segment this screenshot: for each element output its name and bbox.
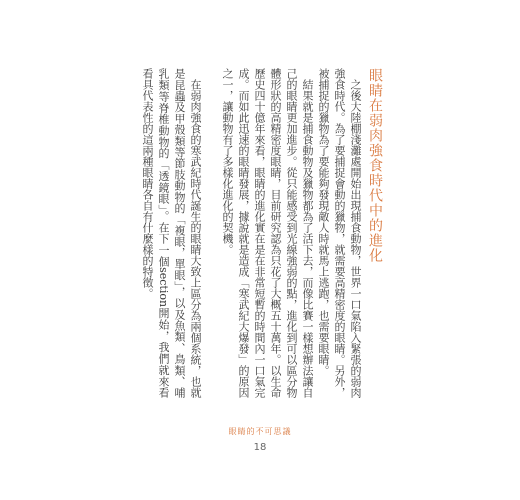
paragraph-2: 結果就是捕食動物及獵物都為了活下去，而像比賽一樣想辦法讓自己的眼睛更加進步。從只能感受到光線強弱的點，進化到可以區分物體形狀的高精密度眼睛，目前研究認為只花了大概五十萬年。以生命歷史四十億年來看，眼睛的進化實在是在非常短暫的時間內一口氣完成。而如此迅速的眼睛發展，據說就是造成「寒武紀大爆發」的原因之一，讓動物有了多樣化進化的契機。 bbox=[221, 68, 314, 398]
body-text bbox=[141, 68, 363, 398]
running-footer-title: 眼睛的不可思議 bbox=[228, 427, 292, 436]
section-title: 眼睛在弱肉強食時代中的進化 bbox=[367, 68, 383, 263]
page-number: 18 bbox=[253, 442, 267, 453]
paragraph-3: 在弱肉強食的寒武紀時代誕生的眼睛大致上區分為兩個系統，也就是昆蟲及甲殼類等節肢動物的「複眼，單眼」，以及魚類、鳥類、哺乳類等脊椎動物的「透鏡眼」。在下一個section開始，我們就來看看具代表性的這兩種眼睛各自有什麼樣的特徵。 bbox=[141, 68, 202, 398]
paragraph-1: 之後大陸棚淺灘處開始出現捕食動物，世界一口氣陷入緊張的弱肉強食時代。為了要捕捉會動的獵物，就需要高精密度的眼睛。另外，被捕捉的獵物為了要能夠發現敵人時就馬上逃跑，也需要眼睛。 bbox=[317, 68, 362, 398]
